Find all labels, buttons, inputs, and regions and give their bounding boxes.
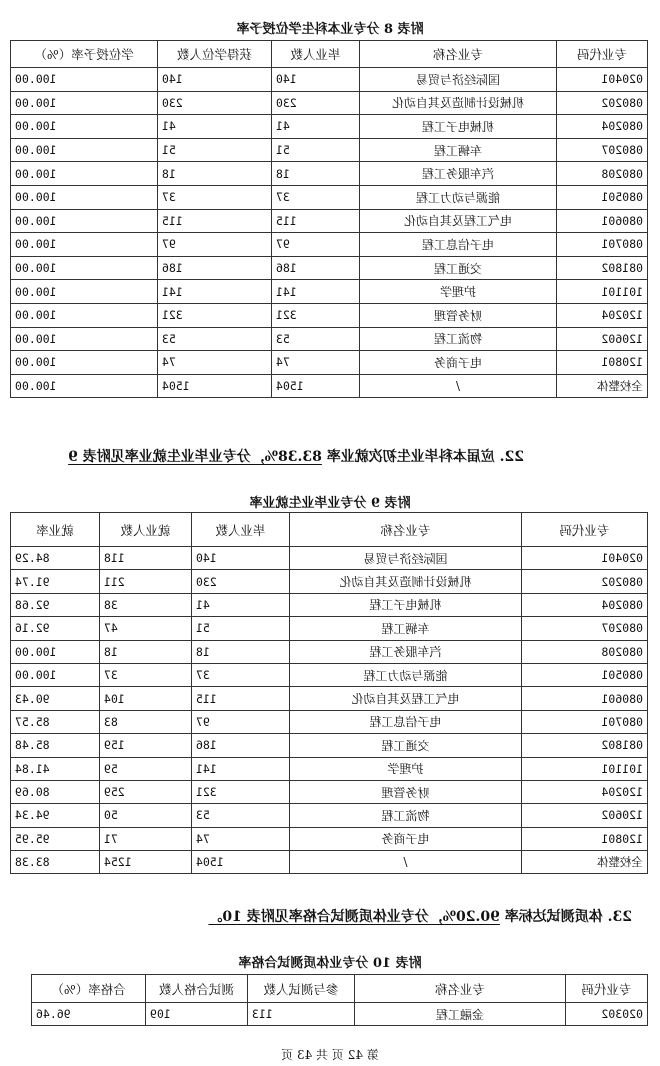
table8-row <box>11 162 648 186</box>
table9-row <box>11 757 648 780</box>
table8-cell: 321 <box>272 303 360 327</box>
table9-cell: 80.69 <box>11 780 100 803</box>
table9-row <box>11 687 648 710</box>
table8-cell: 140 <box>158 68 272 92</box>
table8-cell: 100.00 <box>11 303 158 327</box>
table9-cell: 94.34 <box>11 804 100 827</box>
table9-cell: 财务管理 <box>290 780 522 803</box>
table10-cell: 020302 <box>566 1003 648 1026</box>
table8-wrap <box>10 40 648 398</box>
table8-header-cell: 专业代码 <box>557 41 648 68</box>
table9-cell: 101101 <box>522 757 648 780</box>
table8-cell: 120801 <box>557 351 648 375</box>
table8-cell: 020401 <box>557 68 648 92</box>
table9-row <box>11 617 648 640</box>
table9-cell: 74 <box>192 827 290 850</box>
table10-header-cell: 专业代码 <box>566 975 648 1003</box>
table8-cell: 74 <box>158 351 272 375</box>
table8-cell: 100.00 <box>11 209 158 233</box>
table8-cell: 电气工程及其自动化 <box>360 209 557 233</box>
table8-cell: 100.00 <box>11 185 158 209</box>
table8-cell: 机械设计制造及其自动化 <box>360 91 557 115</box>
table8-cell: 100.00 <box>11 91 158 115</box>
table9-cell: 电子商务 <box>290 827 522 850</box>
table10-header-cell: 测试合格人数 <box>146 975 248 1003</box>
table8-cell: 41 <box>272 115 360 139</box>
table9-cell: 18 <box>192 640 290 663</box>
table9-cell: 电子信息工程 <box>290 710 522 733</box>
table9-cell: 080701 <box>522 710 648 733</box>
table9-row <box>11 804 648 827</box>
table10-cell: 96.46 <box>32 1003 146 1026</box>
table9-cell: 120204 <box>522 780 648 803</box>
table9-cell: 321 <box>192 780 290 803</box>
table9-row <box>11 780 648 803</box>
table8-cell: 141 <box>158 280 272 304</box>
table9-cell: 71 <box>100 827 192 850</box>
table9-cell: 国际经济与贸易 <box>290 547 522 570</box>
table8-cell: 74 <box>272 351 360 375</box>
table10-header-row <box>32 975 648 1003</box>
table8-cell: 机械电子工程 <box>360 115 557 139</box>
table9-cell: 交通工程 <box>290 734 522 757</box>
table9-cell: 95.95 <box>11 827 100 850</box>
table9-cell: 140 <box>192 547 290 570</box>
table9-cell: 90.43 <box>11 687 100 710</box>
table8-cell: 97 <box>158 233 272 257</box>
table9-cell: 92.16 <box>11 617 100 640</box>
table8-cell: 100.00 <box>11 374 158 398</box>
table8-caption: 附表 8 分专业本科生学位授予率 <box>236 22 424 37</box>
table8-cell: 18 <box>272 162 360 186</box>
table8-row <box>11 327 648 351</box>
table8-cell: 230 <box>272 91 360 115</box>
table8-cell: 080701 <box>557 233 648 257</box>
table9-cell: 118 <box>100 547 192 570</box>
table8-header-cell: 获得学位人数 <box>158 41 272 68</box>
table8-cell: 101101 <box>557 280 648 304</box>
table9-row <box>11 663 648 686</box>
table9-cell: 41 <box>192 593 290 616</box>
table8-cell: 100.00 <box>11 162 158 186</box>
page-footer: 第 42 页 共 43 页 <box>281 1048 379 1062</box>
table8-cell: 100.00 <box>11 115 158 139</box>
table8-cell: 汽车服务工程 <box>360 162 557 186</box>
table8-row <box>11 115 648 139</box>
table8-header-cell: 毕业人数 <box>272 41 360 68</box>
table8-row <box>11 374 648 398</box>
table9-cell: 080204 <box>522 593 648 616</box>
table9-header-cell: 就业人数 <box>100 513 192 547</box>
table9-row <box>11 827 648 850</box>
table9-cell: 080501 <box>522 663 648 686</box>
table10-wrap <box>31 974 648 1026</box>
table8-cell: 财务管理 <box>360 303 557 327</box>
table8-cell: 120204 <box>557 303 648 327</box>
table8-header-row <box>11 41 648 68</box>
table10-header-cell: 参与测试人数 <box>248 975 355 1003</box>
table9-cell: 97 <box>192 710 290 733</box>
table8-row <box>11 303 648 327</box>
table8-cell: 物流工程 <box>360 327 557 351</box>
table9-cell: 186 <box>192 734 290 757</box>
table9-cell: 全校整体 <box>522 851 648 874</box>
table8-row <box>11 68 648 92</box>
table9-cell: 080601 <box>522 687 648 710</box>
table8-cell: 100.00 <box>11 68 158 92</box>
table8-row <box>11 233 648 257</box>
table8-cell: 186 <box>272 256 360 280</box>
table10-header-cell: 合格率（%） <box>32 975 146 1003</box>
table9-cell: 84.29 <box>11 547 100 570</box>
table9-cell: 47 <box>100 617 192 640</box>
paragraph-22-underlined: 83.38%，分专业毕业生就业率见附表 9 <box>68 449 322 465</box>
table9-row <box>11 640 648 663</box>
table9-cell: 车辆工程 <box>290 617 522 640</box>
table8-cell: 080202 <box>557 91 648 115</box>
table9-cell: 080207 <box>522 617 648 640</box>
table9-row <box>11 851 648 874</box>
table8-cell: 080204 <box>557 115 648 139</box>
table10-cell: 109 <box>146 1003 248 1026</box>
table8-cell: 080207 <box>557 138 648 162</box>
table9-cell: 汽车服务工程 <box>290 640 522 663</box>
paragraph-22-prefix: 22. 应届本科毕业生初次就业率 <box>321 449 524 465</box>
table9-header-cell: 专业名称 <box>290 513 522 547</box>
table8-cell: 护理学 <box>360 280 557 304</box>
table9-cell: 18 <box>100 640 192 663</box>
table8-cell: 37 <box>272 185 360 209</box>
table8-row <box>11 351 648 375</box>
table8-cell: 1504 <box>272 374 360 398</box>
table9-cell: 080202 <box>522 570 648 593</box>
table8-cell: 全校整体 <box>557 374 648 398</box>
table8-cell: 电子商务 <box>360 351 557 375</box>
table8 <box>10 40 648 398</box>
table8-cell: 080601 <box>557 209 648 233</box>
table9-cell: 机械电子工程 <box>290 593 522 616</box>
table9-cell: 37 <box>192 663 290 686</box>
table9-cell: 230 <box>192 570 290 593</box>
table9-cell: 100.00 <box>11 640 100 663</box>
table10-row <box>32 1003 648 1026</box>
table8-cell: 电子信息工程 <box>360 233 557 257</box>
table10-cell: 113 <box>248 1003 355 1026</box>
table9-cell: 141 <box>192 757 290 780</box>
table8-cell: 080208 <box>557 162 648 186</box>
table9-cell: 104 <box>100 687 192 710</box>
table8-cell: 41 <box>158 115 272 139</box>
table9-cell: 电气工程及其自动化 <box>290 687 522 710</box>
table8-row <box>11 138 648 162</box>
table8-cell: 53 <box>272 327 360 351</box>
table8-header-cell: 专业名称 <box>360 41 557 68</box>
table9-cell: 159 <box>100 734 192 757</box>
table10-header-cell: 专业名称 <box>355 975 566 1003</box>
paragraph-23-prefix: 23. 体质测试达标率 <box>499 909 632 925</box>
table8-cell: 230 <box>158 91 272 115</box>
table9-wrap <box>10 512 648 874</box>
table8-cell: 186 <box>158 256 272 280</box>
table8-row <box>11 185 648 209</box>
table9-row <box>11 593 648 616</box>
table8-row <box>11 209 648 233</box>
table9-row <box>11 734 648 757</box>
table9-cell: 护理学 <box>290 757 522 780</box>
table8-cell: 交通工程 <box>360 256 557 280</box>
table9-cell: 机械设计制造及其自动化 <box>290 570 522 593</box>
table10-cell: 金融工程 <box>355 1003 566 1026</box>
paragraph-22 <box>68 446 524 466</box>
table9-row <box>11 547 648 570</box>
table9-cell: / <box>290 851 522 874</box>
paragraph-23 <box>208 906 632 926</box>
table8-row <box>11 91 648 115</box>
table9-cell: 211 <box>100 570 192 593</box>
table8-cell: 100.00 <box>11 327 158 351</box>
table9-cell: 91.74 <box>11 570 100 593</box>
table9-cell: 物流工程 <box>290 804 522 827</box>
table9-row <box>11 570 648 593</box>
table8-cell: 100.00 <box>11 280 158 304</box>
table8-cell: 国际经济与贸易 <box>360 68 557 92</box>
table9-cell: 020401 <box>522 547 648 570</box>
table8-row <box>11 280 648 304</box>
table9-cell: 50 <box>100 804 192 827</box>
table9-cell: 081802 <box>522 734 648 757</box>
table8-header-cell: 学位授予率（%） <box>11 41 158 68</box>
table8-cell: 18 <box>158 162 272 186</box>
table8-cell: 081802 <box>557 256 648 280</box>
table9-cell: 38 <box>100 593 192 616</box>
table9-cell: 1504 <box>192 851 290 874</box>
table9-cell: 41.84 <box>11 757 100 780</box>
table9-cell: 115 <box>192 687 290 710</box>
table8-cell: 100.00 <box>11 138 158 162</box>
table8-cell: 51 <box>272 138 360 162</box>
table8-cell: 53 <box>158 327 272 351</box>
table8-cell: 51 <box>158 138 272 162</box>
table9-header-cell: 毕业人数 <box>192 513 290 547</box>
table10 <box>31 974 648 1026</box>
table9-cell: 1254 <box>100 851 192 874</box>
table9-header-row <box>11 513 648 547</box>
table9-cell: 100.00 <box>11 663 100 686</box>
table8-cell: 100.00 <box>11 256 158 280</box>
table8-cell: 1504 <box>158 374 272 398</box>
table9-cell: 能源与动力工程 <box>290 663 522 686</box>
table8-cell: 37 <box>158 185 272 209</box>
table8-cell: 100.00 <box>11 233 158 257</box>
table9-cell: 37 <box>100 663 192 686</box>
table8-cell: 115 <box>272 209 360 233</box>
table9 <box>10 512 648 874</box>
table8-cell: 97 <box>272 233 360 257</box>
table9-cell: 85.48 <box>11 734 100 757</box>
table9-cell: 120801 <box>522 827 648 850</box>
table9-cell: 83 <box>100 710 192 733</box>
table9-header-cell: 专业代码 <box>522 513 648 547</box>
table8-cell: 能源与动力工程 <box>360 185 557 209</box>
table8-cell: 100.00 <box>11 351 158 375</box>
table9-cell: 259 <box>100 780 192 803</box>
table9-caption: 附表 9 分专业毕业生就业率 <box>249 496 411 511</box>
table8-cell: 120602 <box>557 327 648 351</box>
table8-row <box>11 256 648 280</box>
table8-cell: 321 <box>158 303 272 327</box>
table8-cell: 车辆工程 <box>360 138 557 162</box>
table8-cell: 080501 <box>557 185 648 209</box>
table9-cell: 120602 <box>522 804 648 827</box>
table9-cell: 92.68 <box>11 593 100 616</box>
table8-cell: 141 <box>272 280 360 304</box>
table9-cell: 080208 <box>522 640 648 663</box>
table10-caption: 附表 10 分专业体质测试合格率 <box>238 956 422 971</box>
table9-cell: 83.38 <box>11 851 100 874</box>
table9-header-cell: 就业率 <box>11 513 100 547</box>
table8-cell: 140 <box>272 68 360 92</box>
table9-row <box>11 710 648 733</box>
table9-cell: 51 <box>192 617 290 640</box>
table9-cell: 85.57 <box>11 710 100 733</box>
table9-cell: 53 <box>192 804 290 827</box>
paragraph-23-underlined: 90.20%，分专业体质测试合格率见附表 10。 <box>208 909 500 925</box>
table8-cell: 115 <box>158 209 272 233</box>
table8-cell: / <box>360 374 557 398</box>
table9-cell: 59 <box>100 757 192 780</box>
